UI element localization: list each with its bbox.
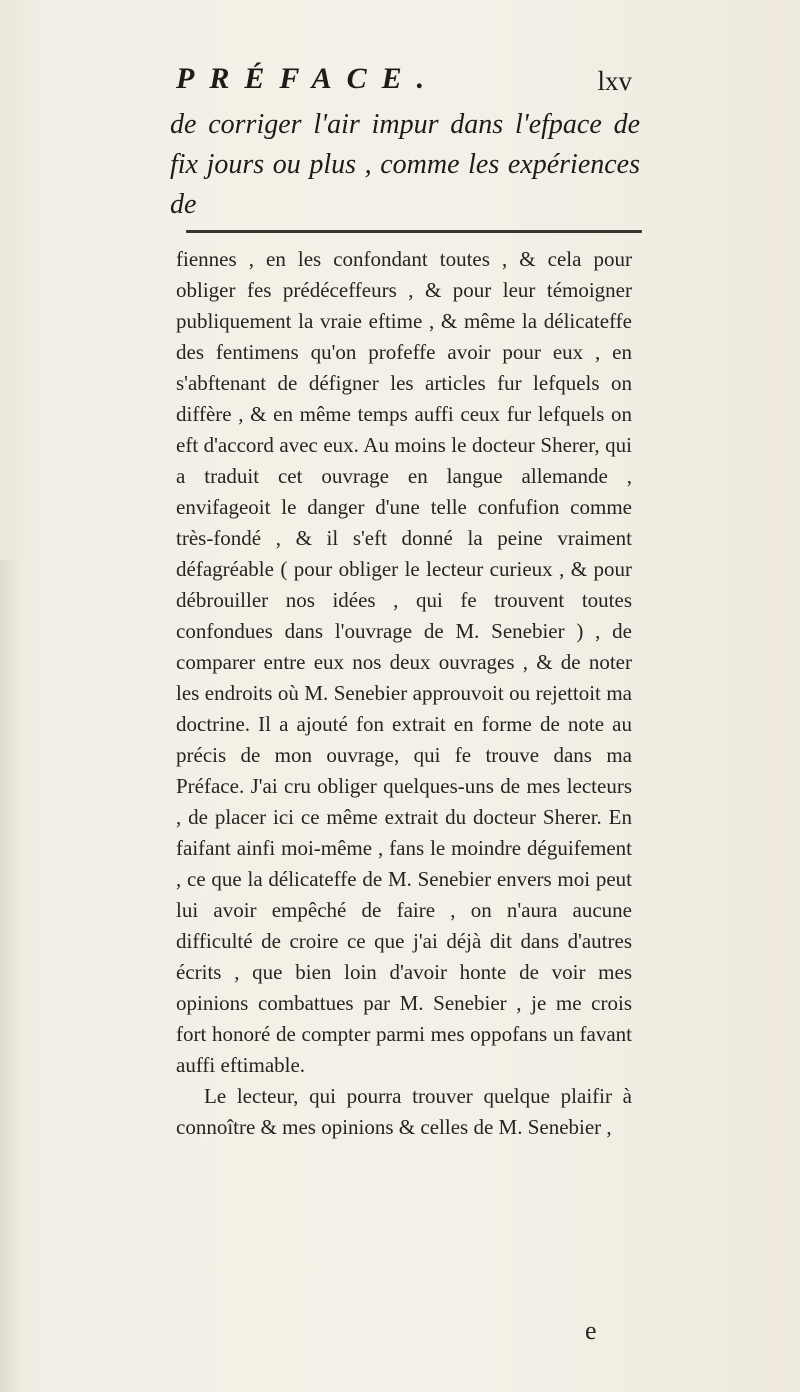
header-rule [186, 230, 642, 233]
page-header [176, 62, 632, 102]
signature-mark: e [585, 1316, 597, 1345]
paragraph-1: fiennes , en les confondant toutes , & cela pour obliger fes prédéceffeurs , & pour leur témoigner publiquement la vraie eftime , & même la délicateffe des fentimens qu'on profeffe avoir pour eux , en s'abftenant de défigner les articles fur lefquels on diffère , & en même temps auffi ceux fur lefquels on eft d'accord avec eux. Au moins le docteur Sherer, qui a traduit cet ouvrage en langue allemande , envifageoit le danger d'une telle confufion comme très-fondé , & il s'eft donné la peine vraiment défagréable ( pour obliger le lecteur curieux , & pour débrouiller nos idées , qui fe trouvent toutes confondues dans l'ouvrage de M. Senebier ) , de comparer entre eux nos deux ouvrages , & de noter les endroits où M. Senebier approuvoit ou rejettoit ma doctrine. Il a ajouté fon extrait en forme de note au précis de mon ouvrage, qui fe trouve dans ma Préface. J'ai cru obliger quelques-uns de mes lecteurs , de placer ici ce même extrait du docteur Sherer. En faifant ainfi moi-même , fans le moindre déguifement , ce que la délicateffe de M. Senebier envers moi peut lui avoir empêché de faire , on n'aura aucune difficulté de croire ce que j'ai déjà dit dans d'autres écrits , que bien loin d'avoir honte de voir mes opinions combattues par M. Senebier , je me crois fort honoré de compter parmi mes oppofans un favant auffi eftimable. [176, 247, 632, 1077]
body-text [176, 244, 632, 1143]
running-title: PRÉFACE. [176, 62, 440, 95]
paragraph-2: Le lecteur, qui pourra trouver quelque plaifir à connoître & mes opinions & celles de M. Senebier , [176, 1084, 632, 1139]
section-subtitle: de corriger l'air impur dans l'efpace de fix jours ou plus , comme les expériences de [170, 109, 640, 220]
page-number: lxv [597, 66, 632, 96]
page-gutter-shadow [0, 560, 18, 1392]
